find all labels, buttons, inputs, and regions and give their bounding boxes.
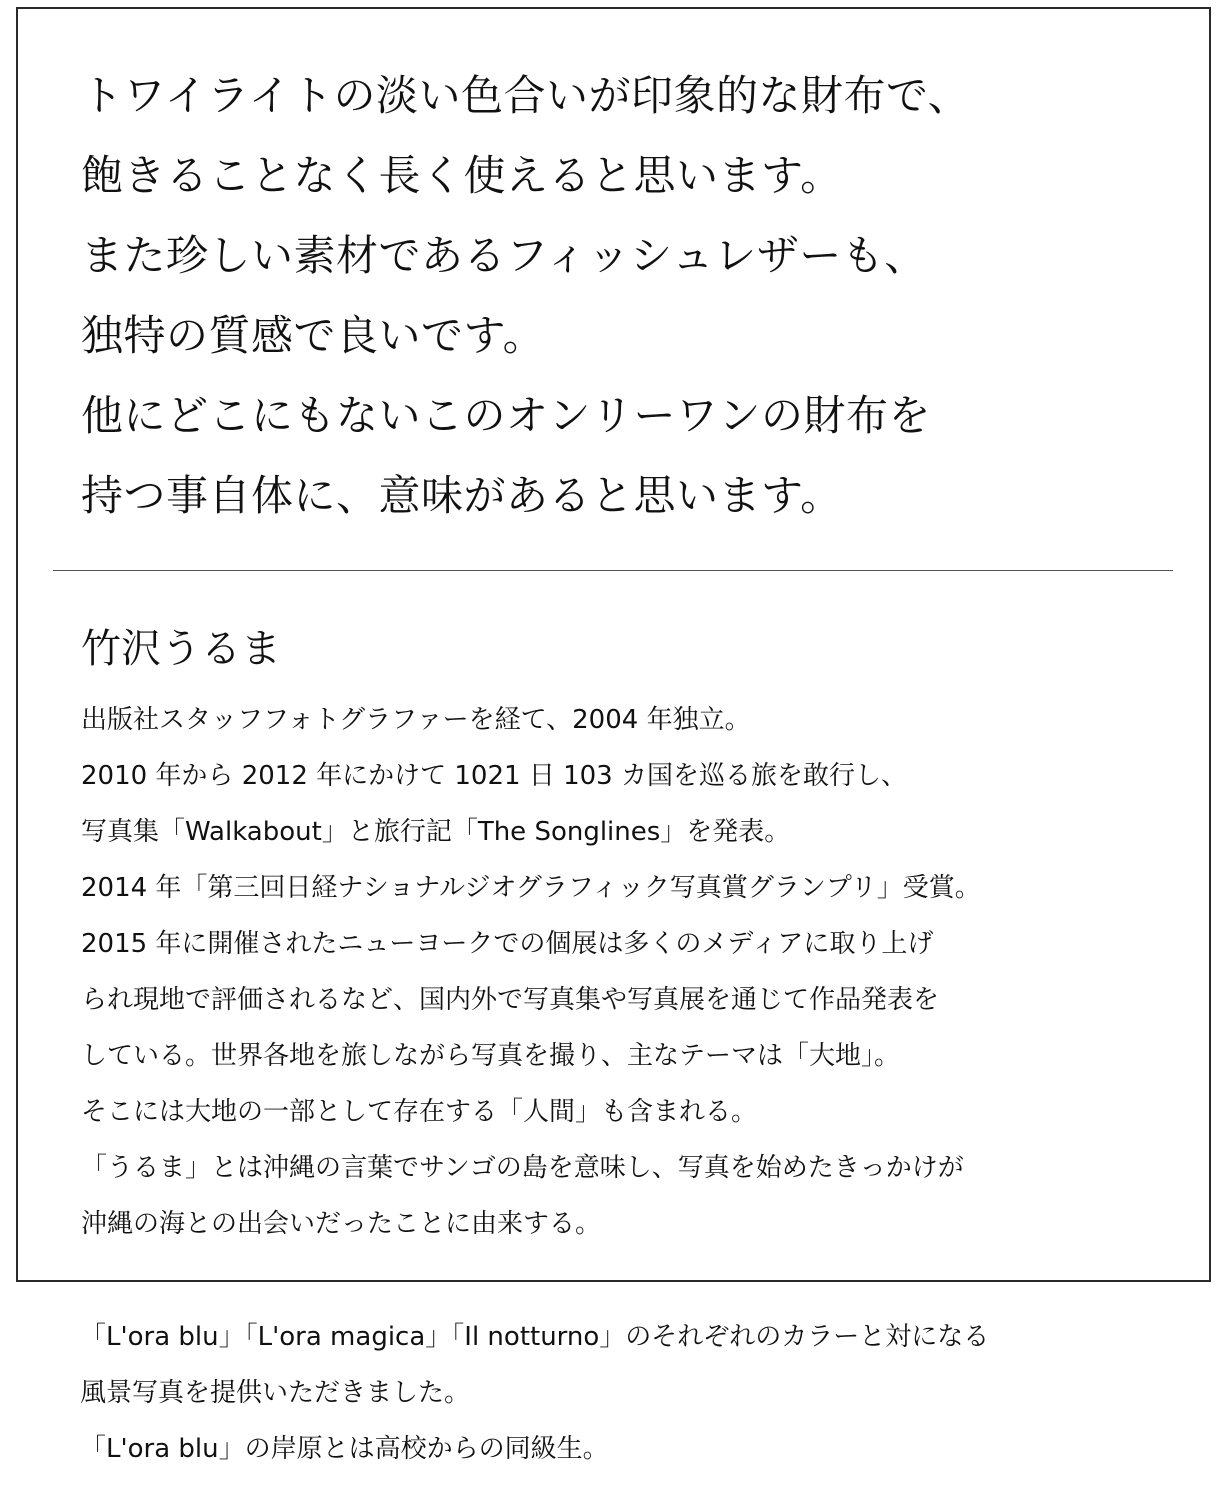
- quote-line: 他にどこにもないこのオンリーワンの財布を: [81, 391, 932, 440]
- bio-line: そこには大地の一部として存在する「人間」も含まれる。: [81, 1097, 758, 1127]
- photographer-name: 竹沢うるま: [81, 626, 281, 672]
- bio-line: 2015 年に開催されたニューヨークでの個展は多くのメディアに取り上げ: [81, 929, 934, 959]
- bio-line: 出版社スタッフフォトグラファーを経て、2004 年独立。: [81, 705, 751, 735]
- quote-line: 持つ事自体に、意味があると思います。: [81, 471, 843, 520]
- section-divider: [53, 570, 1173, 571]
- quote-line: また珍しい素材であるフィッシュレザーも、: [81, 231, 927, 280]
- profile-card: [16, 7, 1211, 1282]
- bio-line: 2010 年から 2012 年にかけて 1021 日 103 カ国を巡る旅を敢行し、: [81, 761, 907, 791]
- quote-line: 飽きることなく長く使えると思います。: [81, 151, 843, 200]
- note-line: 「L'ora blu」「L'ora magica」「Il notturno」のそれぞれのカラーと対になる: [80, 1322, 990, 1352]
- bio-line: られ現地で評価されるなど、国内外で写真集や写真展を通じて作品発表を: [81, 985, 940, 1015]
- bio-line: 写真集「Walkabout」と旅行記「The Songlines」を発表。: [81, 817, 791, 847]
- bio-line: 沖縄の海との出会いだったことに由来する。: [81, 1209, 602, 1239]
- quote-line: 独特の質感で良いです。: [81, 311, 546, 360]
- testimonial-quote: [81, 56, 1181, 536]
- photographer-bio: [81, 692, 1191, 1252]
- note-line: 風景写真を提供いただきました。: [80, 1378, 471, 1408]
- bio-line: 「うるま」とは沖縄の言葉でサンゴの島を意味し、写真を始めたきっかけが: [81, 1153, 964, 1183]
- bio-line: 2014 年「第三回日経ナショナルジオグラフィック写真賞グランプリ」受賞。: [81, 873, 981, 903]
- quote-line: トワイライトの淡い色合いが印象的な財布で、: [81, 71, 971, 120]
- note-line: 「L'ora blu」の岸原とは高校からの同級生。: [80, 1434, 609, 1464]
- collaboration-note: [80, 1309, 1210, 1477]
- bio-line: している。世界各地を旅しながら写真を撮り、主なテーマは「大地」。: [81, 1041, 901, 1071]
